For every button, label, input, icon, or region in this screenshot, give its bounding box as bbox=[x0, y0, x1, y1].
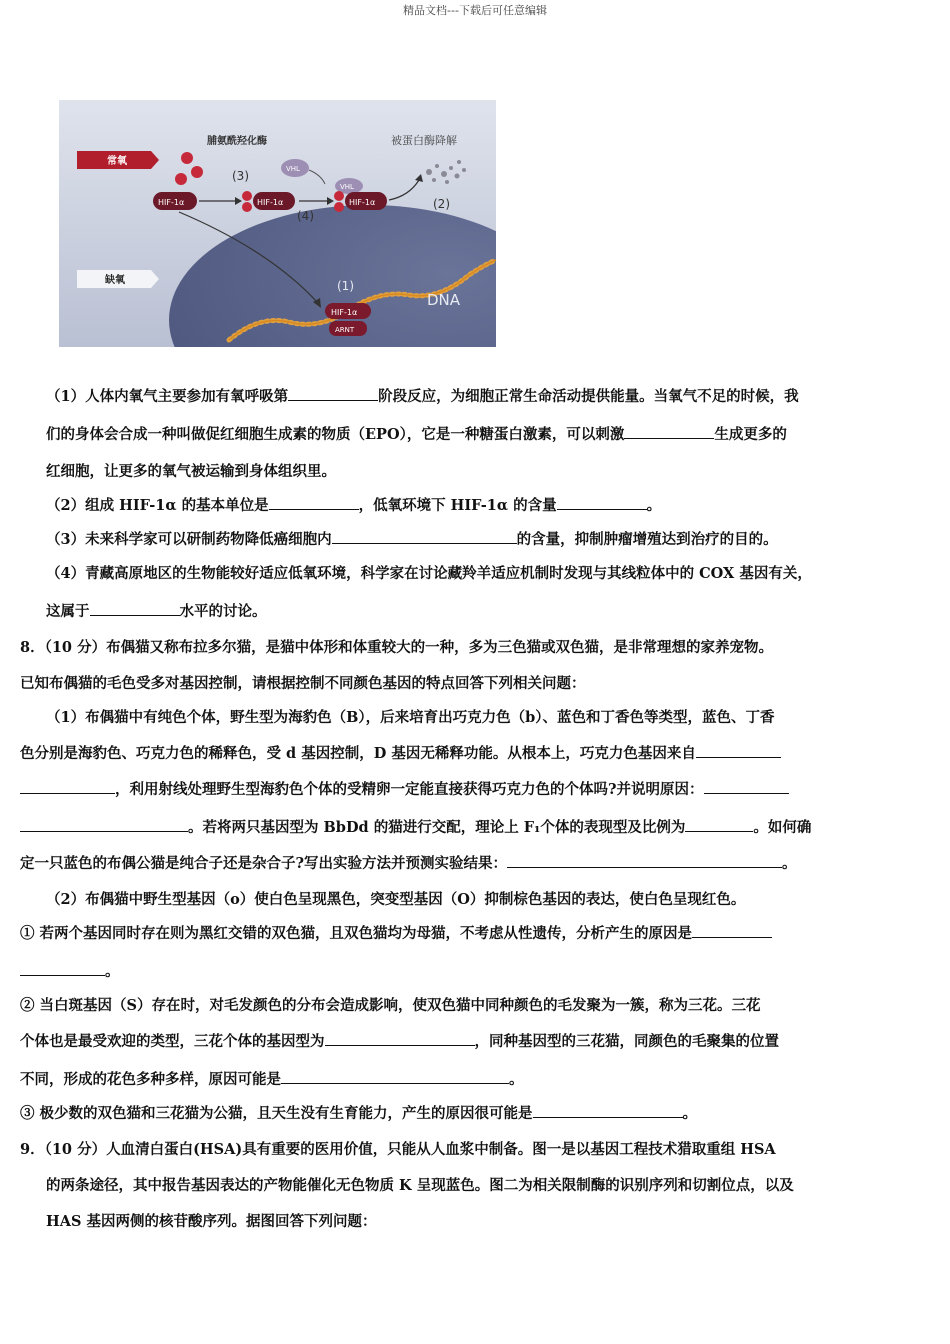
text-line bbox=[20, 636, 773, 657]
answer-blank[interactable] bbox=[685, 817, 753, 832]
text-line bbox=[20, 852, 797, 873]
text-segment: 定一只蓝色的布偶公猫是纯合子还是杂合子?写出实验方法并预测实验结果： bbox=[20, 855, 507, 872]
text-segment: ，利用射线处理野生型海豹色个体的受精卵一定能直接获得巧克力色的个体吗?并说明原因： bbox=[115, 781, 704, 798]
answer-blank[interactable] bbox=[288, 386, 378, 401]
text-line bbox=[46, 562, 812, 583]
text-line bbox=[20, 960, 120, 981]
text-segment: 的含量，抑制肿瘤增殖达到治疗的目的。 bbox=[516, 531, 778, 548]
text-line bbox=[46, 600, 267, 621]
text-line bbox=[46, 423, 787, 444]
step3-label: (3) bbox=[232, 169, 249, 183]
oxygen-icon bbox=[181, 152, 193, 164]
answer-blank[interactable] bbox=[692, 923, 772, 938]
hif-pathway-figure bbox=[59, 100, 496, 347]
text-segment: ，同种基因型的三花猫，同颜色的毛聚集的位置 bbox=[474, 1033, 779, 1050]
answer-blank[interactable] bbox=[20, 817, 188, 832]
text-line bbox=[20, 1030, 779, 1051]
text-segment: 。 bbox=[682, 1105, 698, 1122]
svg-text:HIF-1α: HIF-1α bbox=[349, 198, 376, 207]
text-line bbox=[20, 1102, 697, 1123]
svg-text:HIF-1α: HIF-1α bbox=[158, 198, 185, 207]
text-segment: ① 若两个基因同时存在则为黑红交错的双色猫，且双色猫均为母猫，不考虑从性遗传，分析产生的原因是 bbox=[20, 925, 693, 942]
answer-blank[interactable] bbox=[704, 779, 789, 794]
svg-text:HIF-1α: HIF-1α bbox=[331, 308, 358, 317]
answer-blank[interactable] bbox=[90, 601, 180, 616]
text-line bbox=[46, 888, 745, 909]
text-segment: 色分别是海豹色、巧克力色的稀释色，受 d 基因控制，D 基因无稀释功能。从根本上，巧克力色基因来自 bbox=[20, 745, 696, 762]
text-segment: 这属于 bbox=[46, 603, 90, 620]
oh-group bbox=[334, 191, 344, 201]
text-segment: ，低氧环境下 HIF-1α 的含量 bbox=[358, 497, 557, 514]
answer-blank[interactable] bbox=[20, 961, 105, 976]
text-segment: 已知布偶猫的毛色受多对基因控制，请根据控制不同颜色基因的特点回答下列相关问题： bbox=[20, 675, 586, 692]
text-segment: 生成更多的 bbox=[714, 426, 787, 443]
step2-label: (2) bbox=[433, 197, 450, 211]
answer-blank[interactable] bbox=[325, 1031, 475, 1046]
step4-label: (4) bbox=[297, 209, 314, 223]
degraded-label: 被蛋白酶降解 bbox=[391, 134, 457, 147]
text-segment: 不同，形成的花色多种多样，原因可能是 bbox=[20, 1071, 281, 1088]
text-line bbox=[46, 528, 778, 549]
text-segment: （2）布偶猫中野生型基因（o）使白色呈现黑色，突变型基因（O）抑制棕色基因的表达，使白色呈现红色。 bbox=[46, 891, 746, 908]
answer-blank[interactable] bbox=[332, 529, 517, 544]
text-segment: 。 bbox=[782, 855, 797, 872]
text-line bbox=[20, 1138, 776, 1159]
text-segment: 9．（10 分）人血清白蛋白(HSA)具有重要的医用价值，只能从人血浆中制备。图一是以基因工程技术猎取重组 HSA bbox=[20, 1141, 776, 1158]
text-segment: 。如何确 bbox=[753, 819, 812, 836]
text-segment: （2）组成 HIF-1α 的基本单位是 bbox=[46, 497, 269, 514]
answer-blank[interactable] bbox=[533, 1103, 683, 1118]
answer-blank[interactable] bbox=[269, 495, 359, 510]
oh-group bbox=[242, 202, 252, 212]
text-line bbox=[20, 816, 811, 837]
text-segment: （1）布偶猫中有纯色个体，野生型为海豹色（B），后来培育出巧克力色（b）、蓝色和丁香色等类型，蓝色、丁香 bbox=[46, 709, 775, 726]
text-line bbox=[20, 672, 586, 693]
answer-blank[interactable] bbox=[507, 853, 782, 868]
text-line bbox=[20, 742, 781, 763]
text-segment: ③ 极少数的双色猫和三花猫为公猫，且天生没有生育能力，产生的原因很可能是 bbox=[20, 1105, 533, 1122]
answer-blank[interactable] bbox=[20, 779, 115, 794]
answer-blank[interactable] bbox=[557, 495, 647, 510]
text-line bbox=[46, 1174, 794, 1195]
text-line bbox=[46, 494, 661, 515]
text-segment: 阶段反应，为细胞正常生命活动提供能量。当氧气不足的时候，我 bbox=[378, 388, 799, 405]
text-segment: HAS 基因两侧的核苷酸序列。据图回答下列问题： bbox=[46, 1213, 377, 1230]
answer-blank[interactable] bbox=[281, 1069, 509, 1084]
hypoxia-label: 缺氧 bbox=[105, 275, 125, 286]
text-segment: 。若将两只基因型为 BbDd 的猫进行交配，理论上 F₁个体的表现型及比例为 bbox=[188, 819, 686, 836]
text-segment: 。 bbox=[105, 963, 120, 980]
text-segment: 。 bbox=[509, 1071, 524, 1088]
dna-label: DNA bbox=[427, 291, 461, 309]
text-line bbox=[20, 1068, 524, 1089]
text-line bbox=[20, 922, 772, 943]
svg-text:VHL: VHL bbox=[286, 165, 300, 173]
oxygen-icon bbox=[175, 173, 187, 185]
text-line bbox=[20, 994, 761, 1015]
text-segment: 们的身体会合成一种叫做促红细胞生成素的物质（EPO），它是一种糖蛋白激素，可以刺激 bbox=[46, 426, 625, 443]
text-segment: （1）人体内氧气主要参加有氧呼吸第 bbox=[46, 388, 289, 405]
step1-label: (1) bbox=[337, 279, 354, 293]
text-segment: ② 当白斑基因（S）存在时，对毛发颜色的分布会造成影响，使双色猫中同种颜色的毛发聚为一簇，称为三花。三花 bbox=[20, 997, 761, 1014]
text-segment: 红细胞，让更多的氧气被运输到身体组织里。 bbox=[46, 463, 336, 480]
text-line bbox=[20, 778, 789, 799]
text-segment: （3）未来科学家可以研制药物降低癌细胞内 bbox=[46, 531, 332, 548]
text-line bbox=[46, 460, 336, 481]
oh-group bbox=[242, 191, 252, 201]
text-segment: 个体也是最受欢迎的类型，三花个体的基因型为 bbox=[20, 1033, 325, 1050]
text-segment: 的两条途径，其中报告基因表达的产物能催化无色物质 K 呈现蓝色。图二为相关限制酶的识别序列和切割位点，以及 bbox=[46, 1177, 794, 1194]
text-line bbox=[46, 385, 799, 406]
svg-text:ARNT: ARNT bbox=[335, 326, 355, 334]
oh-group bbox=[334, 202, 344, 212]
page-header: 精品文档---下载后可任意编辑 bbox=[403, 4, 547, 17]
text-line bbox=[46, 1210, 376, 1231]
enzyme-label: 脯氨酰羟化酶 bbox=[207, 136, 267, 147]
text-segment: 8．（10 分）布偶猫又称布拉多尔猫，是猫中体形和体重较大的一种，多为三色猫或双色猫，是非常理想的家养宠物。 bbox=[20, 639, 774, 656]
text-segment: 。 bbox=[646, 497, 662, 514]
text-segment: （4）青藏高原地区的生物能较好适应低氧环境，科学家在讨论藏羚羊适应机制时发现与其线粒体中的 COX 基因有关， bbox=[46, 565, 812, 582]
answer-blank[interactable] bbox=[624, 424, 714, 439]
text-line bbox=[46, 706, 774, 727]
svg-text:VHL: VHL bbox=[340, 183, 354, 191]
text-segment: 水平的讨论。 bbox=[179, 603, 267, 620]
svg-text:HIF-1α: HIF-1α bbox=[257, 198, 284, 207]
normoxia-label: 常氧 bbox=[107, 156, 127, 167]
oxygen-icon bbox=[191, 166, 203, 178]
answer-blank[interactable] bbox=[696, 743, 781, 758]
